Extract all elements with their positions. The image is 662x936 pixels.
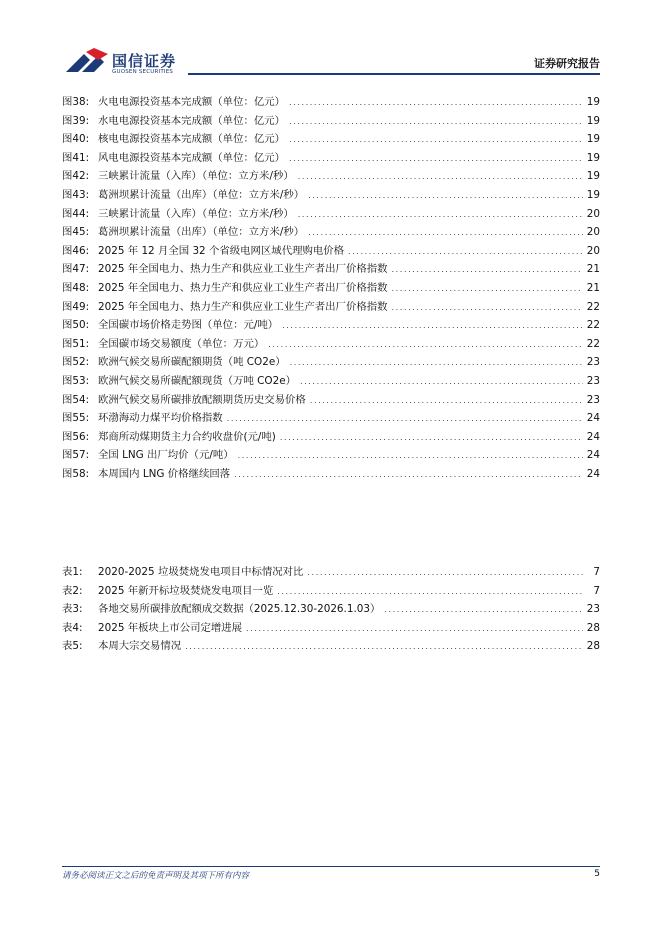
- toc-title: 2025 年新开标垃圾焚烧发电项目一览: [98, 584, 274, 597]
- toc-label: 图39:: [62, 114, 90, 127]
- toc-title: 本周国内 LNG 价格继续回落: [98, 467, 231, 480]
- toc-leader-dots: [392, 299, 583, 318]
- toc-label: 表3:: [62, 603, 83, 616]
- toc-title: 火电电源投资基本完成额（单位：亿元）: [98, 96, 286, 108]
- toc-leader-dots: [308, 224, 583, 243]
- toc-leader-dots: [392, 280, 583, 299]
- toc-title: 2025 年全国电力、热力生产和供应业工业生产者出厂价格指数: [98, 281, 388, 294]
- toc-page-number: 24: [586, 449, 600, 462]
- toc-label: 图51:: [62, 337, 90, 350]
- header-divider: [188, 73, 600, 75]
- toc-leader-dots: [289, 150, 583, 169]
- toc-page-number: 24: [586, 412, 600, 425]
- toc-label: 图44:: [62, 207, 90, 220]
- toc-label: 图43:: [62, 188, 90, 201]
- toc-title: 欧洲气候交易所碳排放配额期货历史交易价格: [98, 393, 306, 406]
- toc-title: 欧洲气候交易所碳配额期货（吨 CO2e）: [98, 356, 286, 369]
- toc-page-number: 19: [586, 151, 600, 164]
- figure-toc-entry[interactable]: [62, 316, 600, 335]
- toc-label: 图42:: [62, 170, 90, 183]
- toc-leader-dots: [392, 261, 583, 280]
- toc-leader-dots: [290, 354, 583, 373]
- toc-title: 葛洲坝累计流量（出库）（单位：立方米/秒）: [98, 226, 305, 239]
- figure-toc-entry[interactable]: [62, 93, 600, 112]
- figure-toc-entry[interactable]: [62, 409, 600, 428]
- toc-page-number: 19: [586, 188, 600, 201]
- toc-page-number: 7: [593, 566, 600, 578]
- toc-label: 图52:: [62, 356, 90, 369]
- toc-title: 2025 年全国电力、热力生产和供应业工业生产者出厂价格指数: [98, 263, 388, 276]
- toc-page-number: 22: [586, 319, 600, 332]
- toc-page-number: 24: [586, 430, 600, 443]
- figure-toc-entry[interactable]: [62, 112, 600, 131]
- toc-title: 2025 年全国电力、热力生产和供应业工业生产者出厂价格指数: [98, 300, 388, 313]
- page-number: 5: [594, 869, 600, 879]
- toc-leader-dots: [289, 113, 583, 132]
- toc-page-number: 20: [586, 207, 600, 220]
- toc-page-number: 24: [586, 467, 600, 480]
- toc-title: 本周大宗交易情况: [98, 640, 182, 653]
- toc-title: 2025 年 12 月全国 32 个省级电网区域代理购电价格: [98, 244, 345, 257]
- figure-toc-entry[interactable]: [62, 130, 600, 149]
- toc-page-number: 19: [586, 114, 600, 127]
- toc-title: 2020-2025 垃圾焚烧发电项目中标情况对比: [98, 566, 304, 578]
- toc-title: 水电电源投资基本完成额（单位：亿元）: [98, 114, 286, 127]
- toc-leader-dots: [277, 583, 584, 602]
- toc-leader-dots: [280, 429, 583, 448]
- toc-title: 各地交易所碳排放配额成交数据（2025.12.30-2026.1.03）: [98, 603, 381, 616]
- toc-leader-dots: [234, 466, 583, 485]
- toc-title: 风电电源投资基本完成额（单位：亿元）: [98, 151, 286, 164]
- toc-leader-dots: [298, 206, 583, 225]
- table-toc-entry[interactable]: [62, 563, 600, 582]
- toc-title: 全国碳市场价格走势图（单位：元/吨）: [98, 319, 279, 332]
- figure-toc-entry[interactable]: [62, 428, 600, 447]
- logo-english-name: GUOSEN SECURITIES: [112, 69, 174, 75]
- toc-leader-dots: [298, 168, 583, 187]
- toc-label: 图58:: [62, 467, 90, 480]
- toc-leader-dots: [282, 317, 583, 336]
- toc-label: 表1:: [62, 566, 83, 578]
- toc-page-number: 19: [586, 96, 600, 108]
- figure-toc-entry[interactable]: [62, 223, 600, 242]
- figure-toc-entry[interactable]: [62, 335, 600, 354]
- toc-page-number: 21: [586, 281, 600, 294]
- figure-toc-entry[interactable]: [62, 279, 600, 298]
- toc-label: 图53:: [62, 374, 90, 387]
- toc-label: 图40:: [62, 133, 90, 146]
- figure-toc-entry[interactable]: [62, 353, 600, 372]
- toc-page-number: 20: [586, 244, 600, 257]
- figure-toc-entry[interactable]: [62, 186, 600, 205]
- toc-label: 表4:: [62, 621, 83, 634]
- figure-toc-entry[interactable]: [62, 242, 600, 261]
- figure-toc-entry[interactable]: [62, 465, 600, 484]
- figure-toc-entry[interactable]: [62, 149, 600, 168]
- toc-page-number: 23: [586, 393, 600, 406]
- figure-toc-entry[interactable]: [62, 167, 600, 186]
- toc-page-number: 28: [586, 621, 600, 634]
- figure-toc-entry[interactable]: [62, 391, 600, 410]
- table-toc-entry[interactable]: [62, 582, 600, 601]
- footer-divider: [62, 866, 600, 867]
- table-toc-entry[interactable]: [62, 600, 600, 619]
- toc-label: 图49:: [62, 300, 90, 313]
- toc-page-number: 22: [586, 300, 600, 313]
- toc-page-number: 19: [586, 133, 600, 146]
- footer-disclaimer: 请务必阅读正文之后的免责声明及其项下所有内容: [62, 871, 250, 881]
- toc-label: 图54:: [62, 393, 90, 406]
- toc-leader-dots: [348, 243, 583, 262]
- figure-toc-entry[interactable]: [62, 205, 600, 224]
- toc-leader-dots: [308, 187, 583, 206]
- toc-title: 2025 年板块上市公司定增进展: [98, 621, 243, 634]
- toc-page-number: 19: [586, 170, 600, 183]
- toc-title: 核电电源投资基本完成额（单位：亿元）: [98, 133, 286, 146]
- toc-label: 图47:: [62, 263, 90, 276]
- toc-leader-dots: [289, 131, 583, 150]
- toc-title: 葛洲坝累计流量（出库）（单位：立方米/秒）: [98, 188, 305, 201]
- toc-leader-dots: [300, 373, 583, 392]
- report-type-label: 证券研究报告: [534, 57, 600, 70]
- figure-toc-entry[interactable]: [62, 446, 600, 465]
- figure-toc-entry[interactable]: [62, 372, 600, 391]
- toc-title: 欧洲气候交易所碳配额现货（万吨 CO2e）: [98, 374, 296, 387]
- toc-page-number: 23: [586, 374, 600, 387]
- toc-label: 图38:: [62, 96, 90, 108]
- toc-title: 三峡累计流量（入库）（单位：立方米/秒）: [98, 170, 294, 183]
- toc-page-number: 22: [586, 337, 600, 350]
- toc-leader-dots: [185, 638, 583, 657]
- toc-leader-dots: [227, 410, 583, 429]
- logo-chinese-name: 国信证券: [112, 52, 177, 70]
- toc-leader-dots: [268, 336, 583, 355]
- toc-page-number: 7: [593, 584, 600, 597]
- toc-page-number: 23: [586, 603, 600, 616]
- toc-title: 郑商所动煤期货主力合约收盘价(元/吨): [98, 430, 276, 443]
- toc-title: 全国 LNG 出厂均价（元/吨）: [98, 449, 234, 462]
- toc-label: 图57:: [62, 449, 90, 462]
- toc-title: 全国碳市场交易额度（单位：万元）: [98, 337, 265, 350]
- toc-leader-dots: [238, 447, 583, 466]
- toc-leader-dots: [307, 564, 584, 583]
- figures-toc: [62, 93, 600, 483]
- toc-leader-dots: [246, 620, 583, 639]
- tables-toc: [62, 563, 600, 656]
- table-toc-entry[interactable]: [62, 637, 600, 656]
- page-header: [0, 0, 662, 80]
- toc-page-number: 21: [586, 263, 600, 276]
- toc-leader-dots: [384, 601, 582, 620]
- toc-label: 图46:: [62, 244, 90, 257]
- toc-page-number: 23: [586, 356, 600, 369]
- toc-label: 表2:: [62, 584, 83, 597]
- toc-label: 图48:: [62, 281, 90, 294]
- toc-label: 图41:: [62, 151, 90, 164]
- company-logo: [64, 46, 184, 78]
- toc-page-number: 20: [586, 226, 600, 239]
- toc-label: 图56:: [62, 430, 90, 443]
- table-toc-entry[interactable]: [62, 619, 600, 638]
- toc-title: 环渤海动力煤平均价格指数: [98, 412, 223, 425]
- toc-leader-dots: [310, 392, 583, 411]
- toc-label: 图55:: [62, 412, 90, 425]
- logo-mark-icon: [64, 46, 110, 78]
- toc-leader-dots: [289, 94, 583, 113]
- toc-label: 表5:: [62, 640, 83, 653]
- toc-page-number: 28: [586, 640, 600, 653]
- figure-toc-entry[interactable]: [62, 298, 600, 317]
- toc-label: 图50:: [62, 319, 90, 332]
- toc-title: 三峡累计流量（入库）（单位：立方米/秒）: [98, 207, 294, 220]
- toc-label: 图45:: [62, 226, 90, 239]
- figure-toc-entry[interactable]: [62, 260, 600, 279]
